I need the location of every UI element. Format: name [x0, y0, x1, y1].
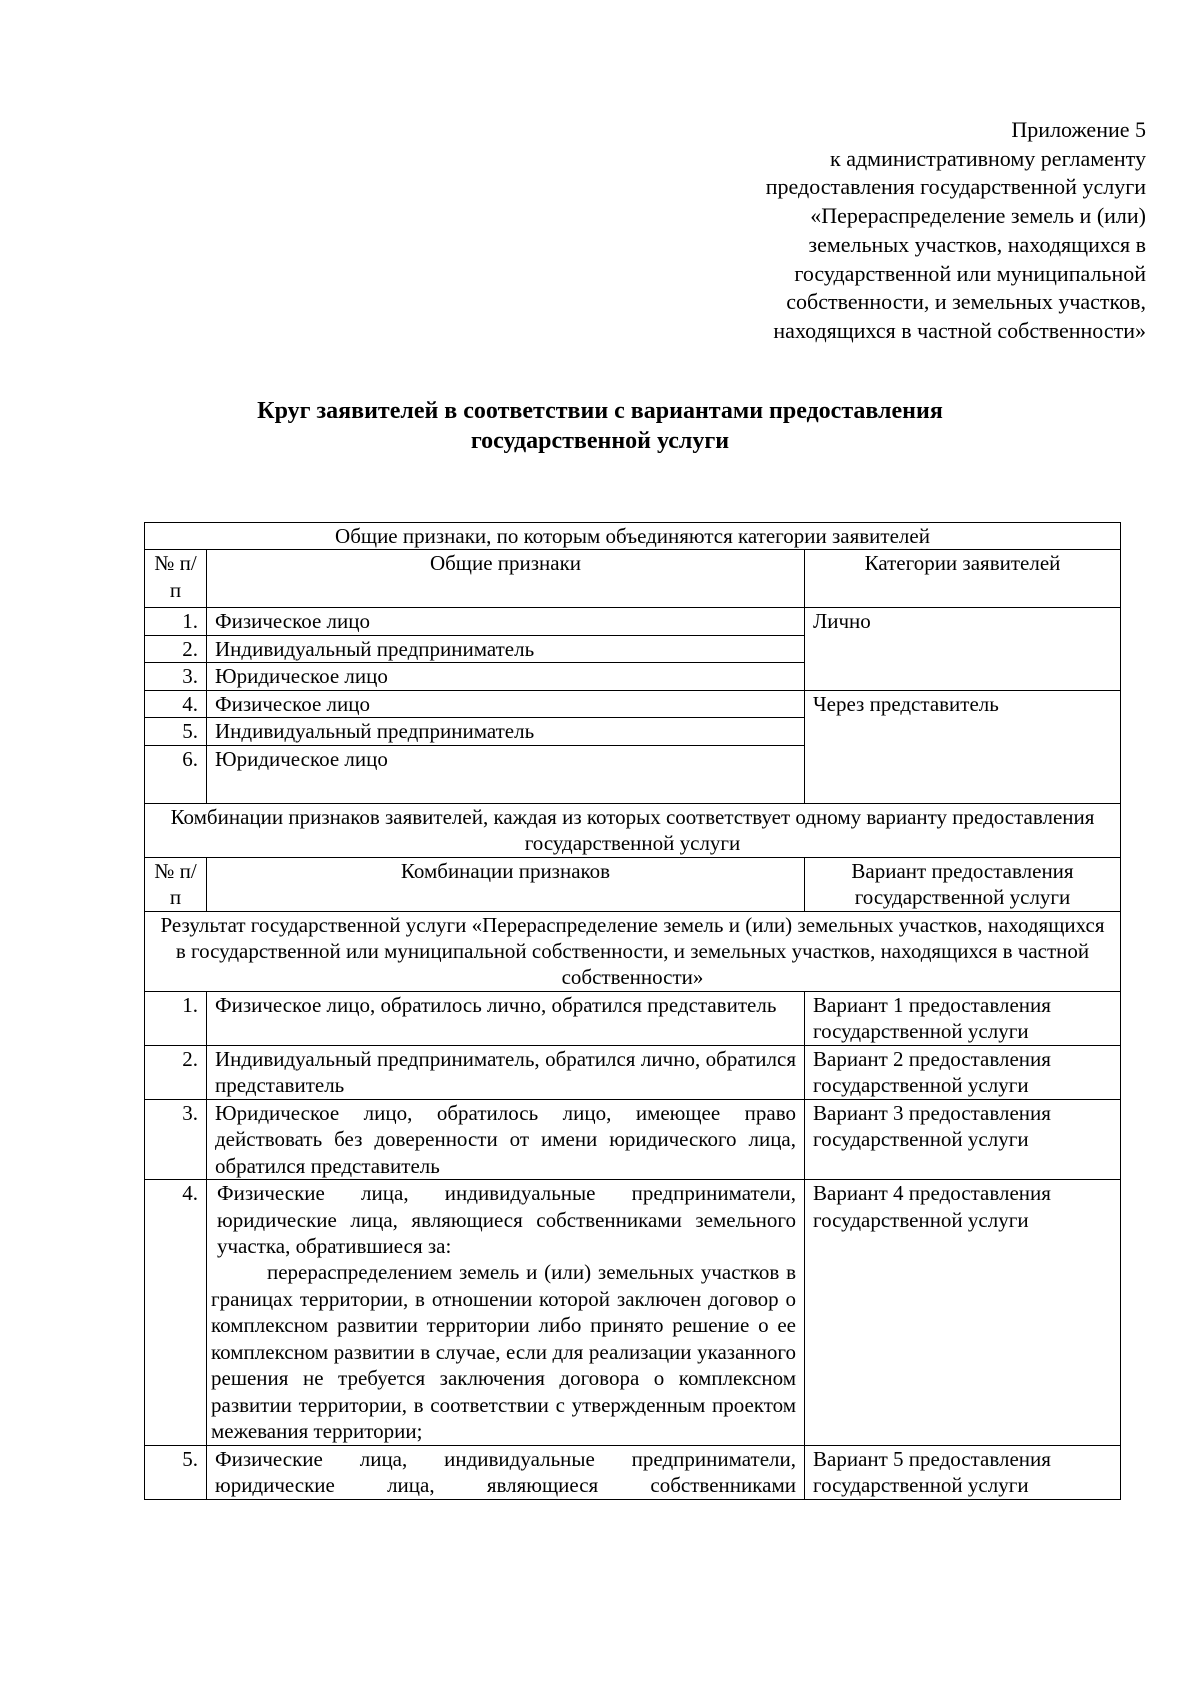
combination-text: Физические лица, индивидуальные предприниматели, юридические лица, являющиеся собственниками [207, 1445, 805, 1499]
appendix-line: земельных участков, находящихся в [808, 231, 1146, 257]
variant-label: Вариант 2 предоставления государственной услуги [805, 1045, 1121, 1099]
category-personal: Лично [805, 608, 1121, 690]
section2-header: Комбинации признаков заявителей, каждая из которых соответствует одному варианту предоставления государственной услуги [145, 803, 1121, 857]
appendix-line: Приложение 5 [1011, 117, 1146, 142]
col-features-header: Общие признаки [207, 550, 805, 608]
feature-label: Физическое лицо [207, 690, 805, 717]
appendix-heading [766, 116, 1146, 346]
col-num-header: № п/п [145, 857, 207, 911]
feature-row [145, 690, 1121, 717]
combination-text: Физическое лицо, обратилось лично, обратился представитель [207, 991, 805, 1045]
combination-cell [207, 1180, 805, 1446]
result-row [145, 911, 1121, 991]
document-title-line: государственной услуги [470, 428, 730, 454]
document-title-line: Круг заявителей в соответствии с вариантами предоставления [257, 398, 943, 424]
row-number: 6. [145, 745, 207, 803]
variant-label: Вариант 1 предоставления государственной услуги [805, 991, 1121, 1045]
row-number: 2. [145, 1045, 207, 1099]
appendix-line: собственности, и земельных участков, [786, 289, 1146, 315]
col-variant-header: Вариант предоставления государственной услуги [805, 857, 1121, 911]
col-categories-header: Категории заявителей [805, 550, 1121, 608]
row-number: 4. [145, 1180, 207, 1446]
category-representative: Через представитель [805, 690, 1121, 803]
row-number: 3. [145, 663, 207, 690]
combination-row [145, 1099, 1121, 1179]
column-header-row [145, 857, 1121, 911]
feature-row [145, 608, 1121, 635]
row-number: 5. [145, 1445, 207, 1499]
row-number: 2. [145, 635, 207, 662]
appendix-line: находящихся в частной собственности» [773, 317, 1146, 343]
appendix-line: предоставления государственной услуги [765, 174, 1146, 200]
combination-text: Индивидуальный предприниматель, обратился лично, обратился представитель [207, 1045, 805, 1099]
row-number: 4. [145, 690, 207, 717]
column-header-row [145, 550, 1121, 608]
appendix-line: «Перераспределение земель и (или) [810, 203, 1146, 229]
row-number: 5. [145, 718, 207, 745]
combination-row [145, 1045, 1121, 1099]
col-combinations-header: Комбинации признаков [207, 857, 805, 911]
appendix-line: государственной или муниципальной [794, 260, 1146, 286]
section-header-row [145, 803, 1121, 857]
appendix-line: к административному регламенту [830, 145, 1146, 171]
row-number: 1. [145, 991, 207, 1045]
combination-row [145, 1445, 1121, 1499]
variant-label: Вариант 4 предоставления государственной услуги [805, 1180, 1121, 1446]
combination-row [145, 1180, 1121, 1446]
combination-row [145, 991, 1121, 1045]
row-number: 3. [145, 1099, 207, 1179]
combination-subitem: перераспределением земель и (или) земельных участков в границах территории, в отношении которой заключен договор о комплексном развитии территории либо принято решение о ее комплексном развитии в случае, если для реализации указанного решения не требуется заключения договора о комплексном развитии территории, в соответствии с утвержденным проектом межевания территории; [211, 1260, 796, 1444]
feature-label: Юридическое лицо [207, 745, 805, 803]
row-number: 1. [145, 608, 207, 635]
applicants-table [144, 522, 1121, 1500]
section-header-row [145, 523, 1121, 550]
col-num-header: № п/п [145, 550, 207, 608]
feature-label: Индивидуальный предприниматель [207, 718, 805, 745]
document-title [0, 396, 1200, 456]
feature-label: Юридическое лицо [207, 663, 805, 690]
variant-label: Вариант 3 предоставления государственной услуги [805, 1099, 1121, 1179]
feature-label: Физическое лицо [207, 608, 805, 635]
result-header: Результат государственной услуги «Перераспределение земель и (или) земельных участков, находящихся в государственной или муниципальной собственности, и земельных участков, находящихся в частной собственности» [145, 911, 1121, 991]
variant-label: Вариант 5 предоставления государственной услуги [805, 1445, 1121, 1499]
feature-label: Индивидуальный предприниматель [207, 635, 805, 662]
combination-text: Юридическое лицо, обратилось лицо, имеющее право действовать без доверенности от имени юридического лица, обратился представитель [207, 1099, 805, 1179]
combination-text: Физические лица, индивидуальные предприниматели, юридические лица, являющиеся собственниками земельного участка, обратившиеся за: [217, 1181, 796, 1258]
section1-header: Общие признаки, по которым объединяются категории заявителей [145, 523, 1121, 550]
